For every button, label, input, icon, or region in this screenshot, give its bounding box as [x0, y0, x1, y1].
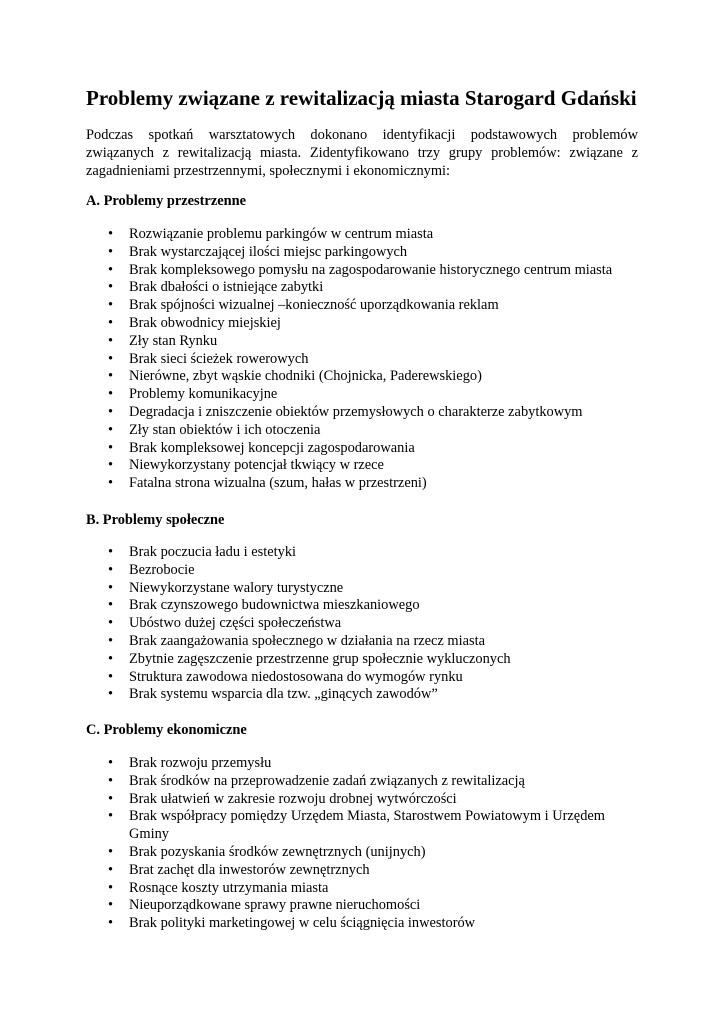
bullet-icon: • [108, 332, 114, 349]
list-item [0, 669, 639, 687]
bullet-icon: • [108, 261, 114, 278]
bullet-icon: • [108, 861, 114, 878]
list-item-text: Brak kompleksowego pomysłu na zagospodarowanie historycznego centrum miasta [129, 261, 613, 278]
list-item-text: Brak rozwoju przemysłu [129, 755, 272, 771]
list-item-text: Niewykorzystane walory turystyczne [129, 579, 344, 596]
section-list-b [0, 544, 724, 704]
list-item [0, 651, 639, 669]
bullet-icon: • [108, 243, 114, 260]
bullet-icon: • [108, 350, 114, 367]
list-item-text: Brak wystarczającej ilości miejsc parkingowych [129, 243, 408, 260]
list-item-text: Brak pozyskania środków zewnętrznych (unijnych) [129, 843, 426, 860]
intro-paragraph [86, 126, 638, 180]
bullet-icon: • [108, 632, 114, 649]
section-heading-b: B. Problemy społeczne [86, 512, 225, 528]
list-item [0, 844, 639, 862]
list-item-text: Brak sieci ścieżek rowerowych [129, 350, 309, 367]
list-item-text: Brat zachęt dla inwestorów zewnętrznych [129, 861, 370, 878]
bullet-icon: • [108, 615, 114, 632]
bullet-icon: • [108, 843, 114, 860]
list-item-text: Rosnące koszty utrzymania miasta [129, 879, 329, 896]
list-item [0, 897, 639, 915]
list-item-text: Brak poczucia ładu i estetyki [129, 544, 297, 560]
list-item [0, 262, 639, 280]
bullet-icon: • [108, 475, 114, 492]
list-item [0, 404, 639, 422]
list-item-text: Brak systemu wsparcia dla tzw. „ginących zawodów” [129, 686, 438, 703]
list-item [0, 544, 639, 562]
list-item [0, 580, 639, 598]
bullet-icon: • [108, 650, 114, 667]
list-item-text: Brak czynszowego budownictwa mieszkaniowego [129, 597, 420, 614]
list-item-text: Nierówne, zbyt wąskie chodniki (Chojnicka, Paderewskiego) [129, 368, 482, 385]
list-item-text: Struktura zawodowa niedostosowana do wymogów rynku [129, 668, 463, 685]
section-heading-c: C. Problemy ekonomiczne [86, 722, 247, 738]
list-item-text: Fatalna strona wizualna (szum, hałas w przestrzeni) [129, 475, 427, 492]
bullet-icon: • [108, 597, 114, 614]
list-item-text: Brak obwodnicy miejskiej [129, 314, 281, 331]
bullet-icon: • [108, 790, 114, 807]
list-item [0, 440, 639, 458]
intro-text: Podczas spotkań warsztatowych dokonano identyfikacji podstawowych problemów związanych z rewitalizacją miasta. Zidentyfikowano trzy grupy problemów: związane z zagadnieniami przestrzennymi, społecznymi i ekonomicznymi: [86, 127, 638, 179]
bullet-icon: • [108, 755, 114, 771]
list-item-text: Brak polityki marketingowej w celu ściągnięcia inwestorów [129, 915, 476, 932]
bullet-icon: • [108, 879, 114, 896]
bullet-icon: • [108, 421, 114, 438]
list-item [0, 333, 639, 351]
list-item-text: Degradacja i zniszczenie obiektów przemysłowych o charakterze zabytkowym [129, 403, 583, 420]
list-item [0, 279, 639, 297]
list-item [0, 315, 639, 333]
list-item [0, 791, 639, 809]
bullet-icon: • [108, 439, 114, 456]
bullet-icon: • [108, 314, 114, 331]
bullet-icon: • [108, 579, 114, 596]
bullet-icon: • [108, 772, 114, 789]
list-item-text: Brak spójności wizualnej –konieczność uporządkowania reklam [129, 297, 499, 314]
list-item [0, 686, 639, 704]
list-item [0, 457, 639, 475]
list-item [0, 773, 639, 791]
bullet-icon: • [108, 457, 114, 474]
list-item-text: Problemy komunikacyjne [129, 386, 278, 403]
list-item [0, 755, 639, 773]
section-list-a [0, 226, 724, 493]
bullet-icon: • [108, 386, 114, 403]
list-item [0, 244, 639, 262]
list-item-text: Zły stan obiektów i ich otoczenia [129, 421, 321, 438]
list-item [0, 297, 639, 315]
list-item-text: Brak kompleksowej koncepcji zagospodarowania [129, 439, 415, 456]
bullet-icon: • [108, 808, 114, 825]
bullet-icon: • [108, 686, 114, 703]
list-item [0, 368, 639, 386]
list-item [0, 633, 639, 651]
bullet-icon: • [108, 279, 114, 296]
list-item-text: Brak współpracy pomiędzy Urzędem Miasta, Starostwem Powiatowym i Urzędem Gminy [129, 808, 605, 843]
page-title: Problemy związane z rewitalizacją miasta Starogard Gdański [86, 86, 637, 110]
bullet-icon: • [108, 403, 114, 420]
list-item-text: Nieuporządkowane sprawy prawne nieruchomości [129, 897, 421, 914]
list-item-text: Brak środków na przeprowadzenie zadań związanych z rewitalizacją [129, 772, 525, 789]
bullet-icon: • [108, 226, 114, 242]
list-item [0, 597, 639, 615]
list-item [0, 386, 639, 404]
section-heading-a: A. Problemy przestrzenne [86, 193, 246, 209]
list-item [0, 226, 639, 244]
list-item [0, 351, 639, 369]
list-item [0, 915, 639, 933]
list-item-text: Ubóstwo dużej części społeczeństwa [129, 615, 342, 632]
bullet-icon: • [108, 368, 114, 385]
list-item-text: Niewykorzystany potencjał tkwiący w rzece [129, 457, 384, 474]
list-item-text: Rozwiązanie problemu parkingów w centrum miasta [129, 226, 434, 242]
list-item [0, 862, 639, 880]
bullet-icon: • [108, 561, 114, 578]
list-item [0, 475, 639, 493]
bullet-icon: • [108, 544, 114, 560]
bullet-icon: • [108, 915, 114, 932]
list-item [0, 562, 639, 580]
section-list-c [0, 755, 724, 933]
list-item [0, 880, 639, 898]
list-item-text: Zbytnie zagęszczenie przestrzenne grup społecznie wykluczonych [129, 650, 511, 667]
list-item [0, 422, 639, 440]
list-item [0, 615, 639, 633]
list-item-text: Zły stan Rynku [129, 332, 218, 349]
list-item-text: Brak zaangażowania społecznego w działania na rzecz miasta [129, 632, 485, 649]
list-item [0, 808, 639, 844]
bullet-icon: • [108, 897, 114, 914]
list-item-text: Bezrobocie [129, 561, 195, 578]
bullet-icon: • [108, 297, 114, 314]
bullet-icon: • [108, 668, 114, 685]
list-item-text: Brak ułatwień w zakresie rozwoju drobnej wytwórczości [129, 790, 457, 807]
list-item-text: Brak dbałości o istniejące zabytki [129, 279, 324, 296]
